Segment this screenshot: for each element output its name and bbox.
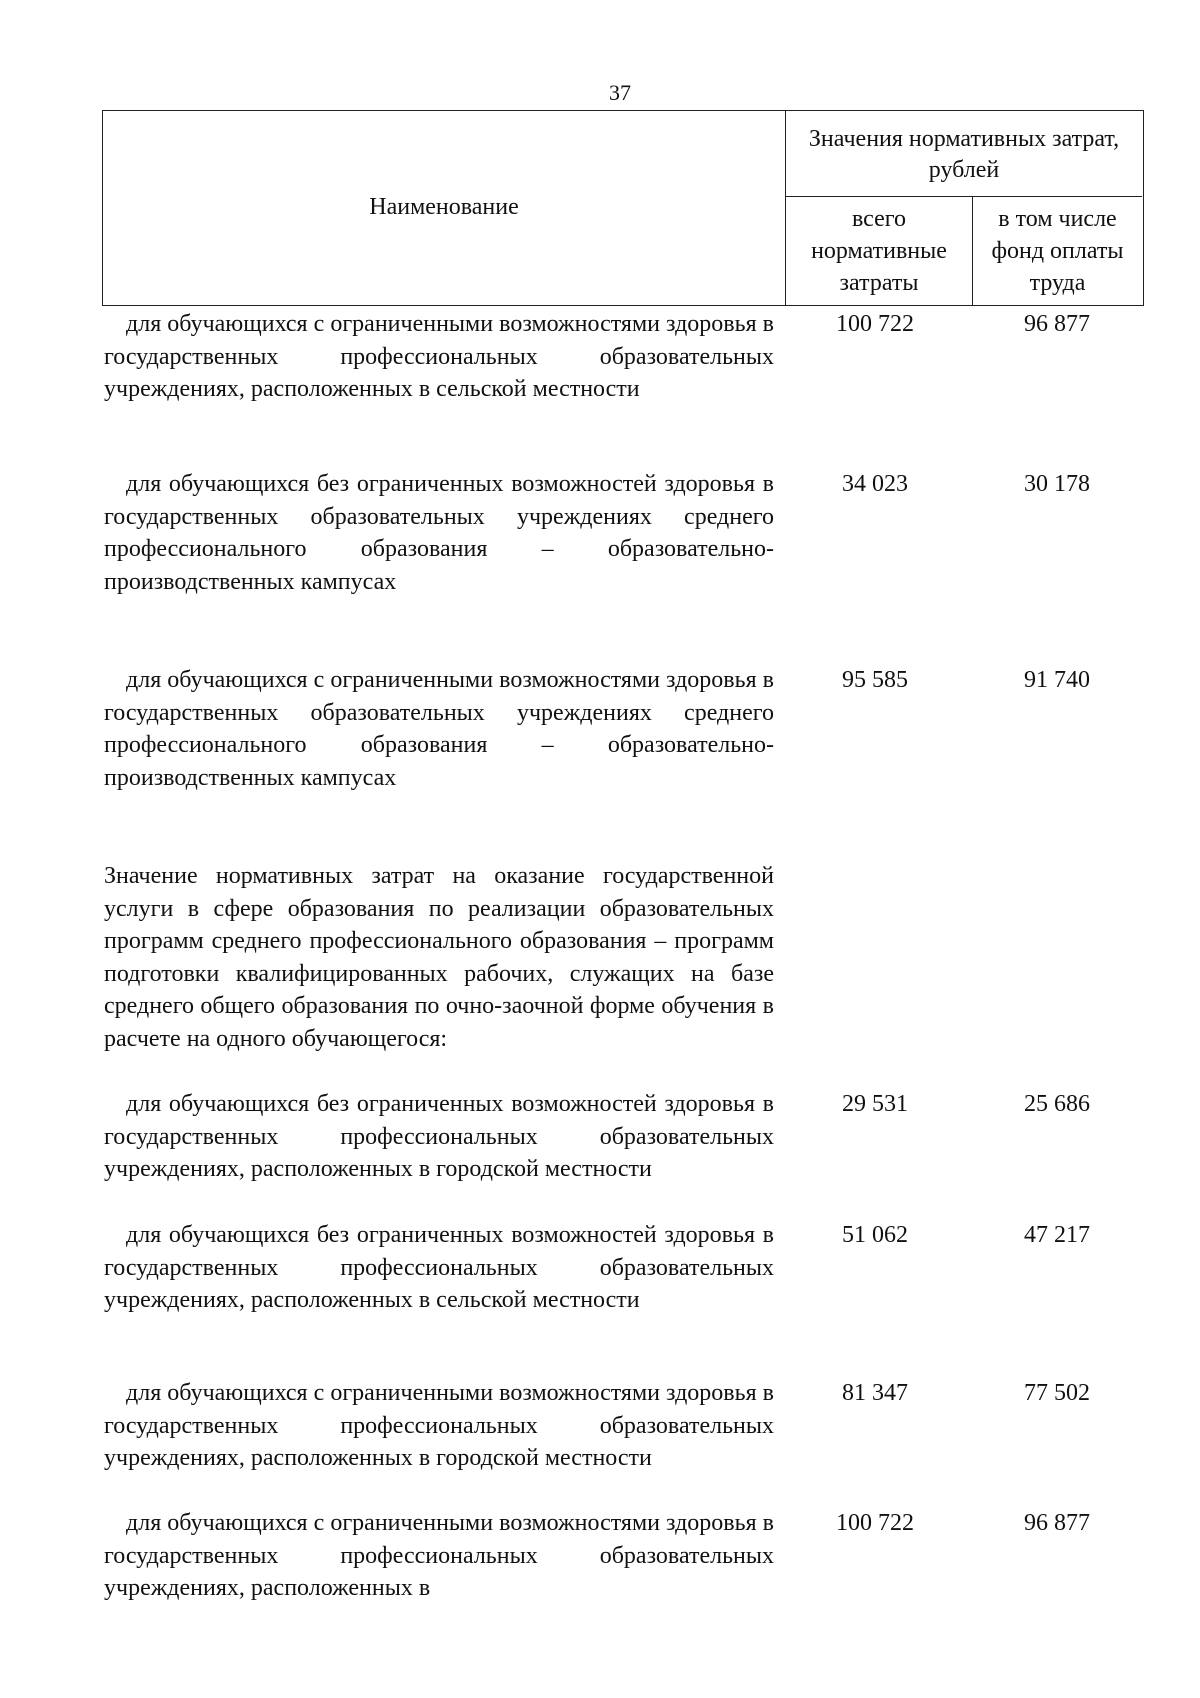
header-wage-fund: в том числе фонд оплаты труда bbox=[991, 206, 1124, 296]
row-total-costs: 100 722 bbox=[836, 311, 914, 337]
header-values-group: Значения нормативных затрат, рублей bbox=[786, 111, 1142, 197]
section-heading: Значение нормативных затрат на оказание государственной услуги в сфере образования по реализации образовательных программ среднего профессионального образования – программ подготовки квалифицированных рабочих, служащих на базе среднего общего образования по очно-заочной форме обучения в расчете на одного обучающегося: bbox=[104, 863, 774, 1052]
row-description: для обучающихся с ограниченными возможностями здоровья в государственных образовательных учреждениях среднего профессионального образования – образовательно-производственных кампусах bbox=[104, 667, 774, 791]
table-header bbox=[102, 110, 1144, 306]
row-wage-fund: 77 502 bbox=[1024, 1380, 1090, 1406]
row-wage-fund: 25 686 bbox=[1024, 1091, 1090, 1117]
row-wage-fund: 30 178 bbox=[1024, 471, 1090, 497]
row-description: для обучающихся с ограниченными возможностями здоровья в государственных профессиональных образовательных учреждениях, расположенных в городской местности bbox=[104, 1380, 774, 1471]
row-wage-fund: 96 877 bbox=[1024, 311, 1090, 337]
row-total-costs: 51 062 bbox=[842, 1222, 908, 1248]
row-total-costs: 100 722 bbox=[836, 1510, 914, 1536]
row-total-costs: 34 023 bbox=[842, 471, 908, 497]
row-description: для обучающихся с ограниченными возможностями здоровья в государственных профессиональных образовательных учреждениях, расположенных в bbox=[104, 1510, 774, 1601]
page-number: 37 bbox=[609, 80, 631, 105]
row-description: для обучающихся без ограниченных возможностей здоровья в государственных образовательных учреждениях среднего профессионального образования – образовательно-производственных кампусах bbox=[104, 471, 774, 595]
row-description: для обучающихся без ограниченных возможностей здоровья в государственных профессиональных образовательных учреждениях, расположенных в сельской местности bbox=[104, 1222, 774, 1313]
row-description: для обучающихся без ограниченных возможностей здоровья в государственных профессиональных образовательных учреждениях, расположенных в городской местности bbox=[104, 1091, 774, 1182]
row-total-costs: 95 585 bbox=[842, 667, 908, 693]
row-wage-fund: 96 877 bbox=[1024, 1510, 1090, 1536]
row-total-costs: 81 347 bbox=[842, 1380, 908, 1406]
row-wage-fund: 47 217 bbox=[1024, 1222, 1090, 1248]
header-name: Наименование bbox=[103, 111, 786, 305]
header-total-costs: всего нормативные затраты bbox=[786, 197, 973, 305]
row-wage-fund: 91 740 bbox=[1024, 667, 1090, 693]
row-total-costs: 29 531 bbox=[842, 1091, 908, 1117]
row-description: для обучающихся с ограниченными возможностями здоровья в государственных профессиональных образовательных учреждениях, расположенных в сельской местности bbox=[104, 311, 774, 402]
